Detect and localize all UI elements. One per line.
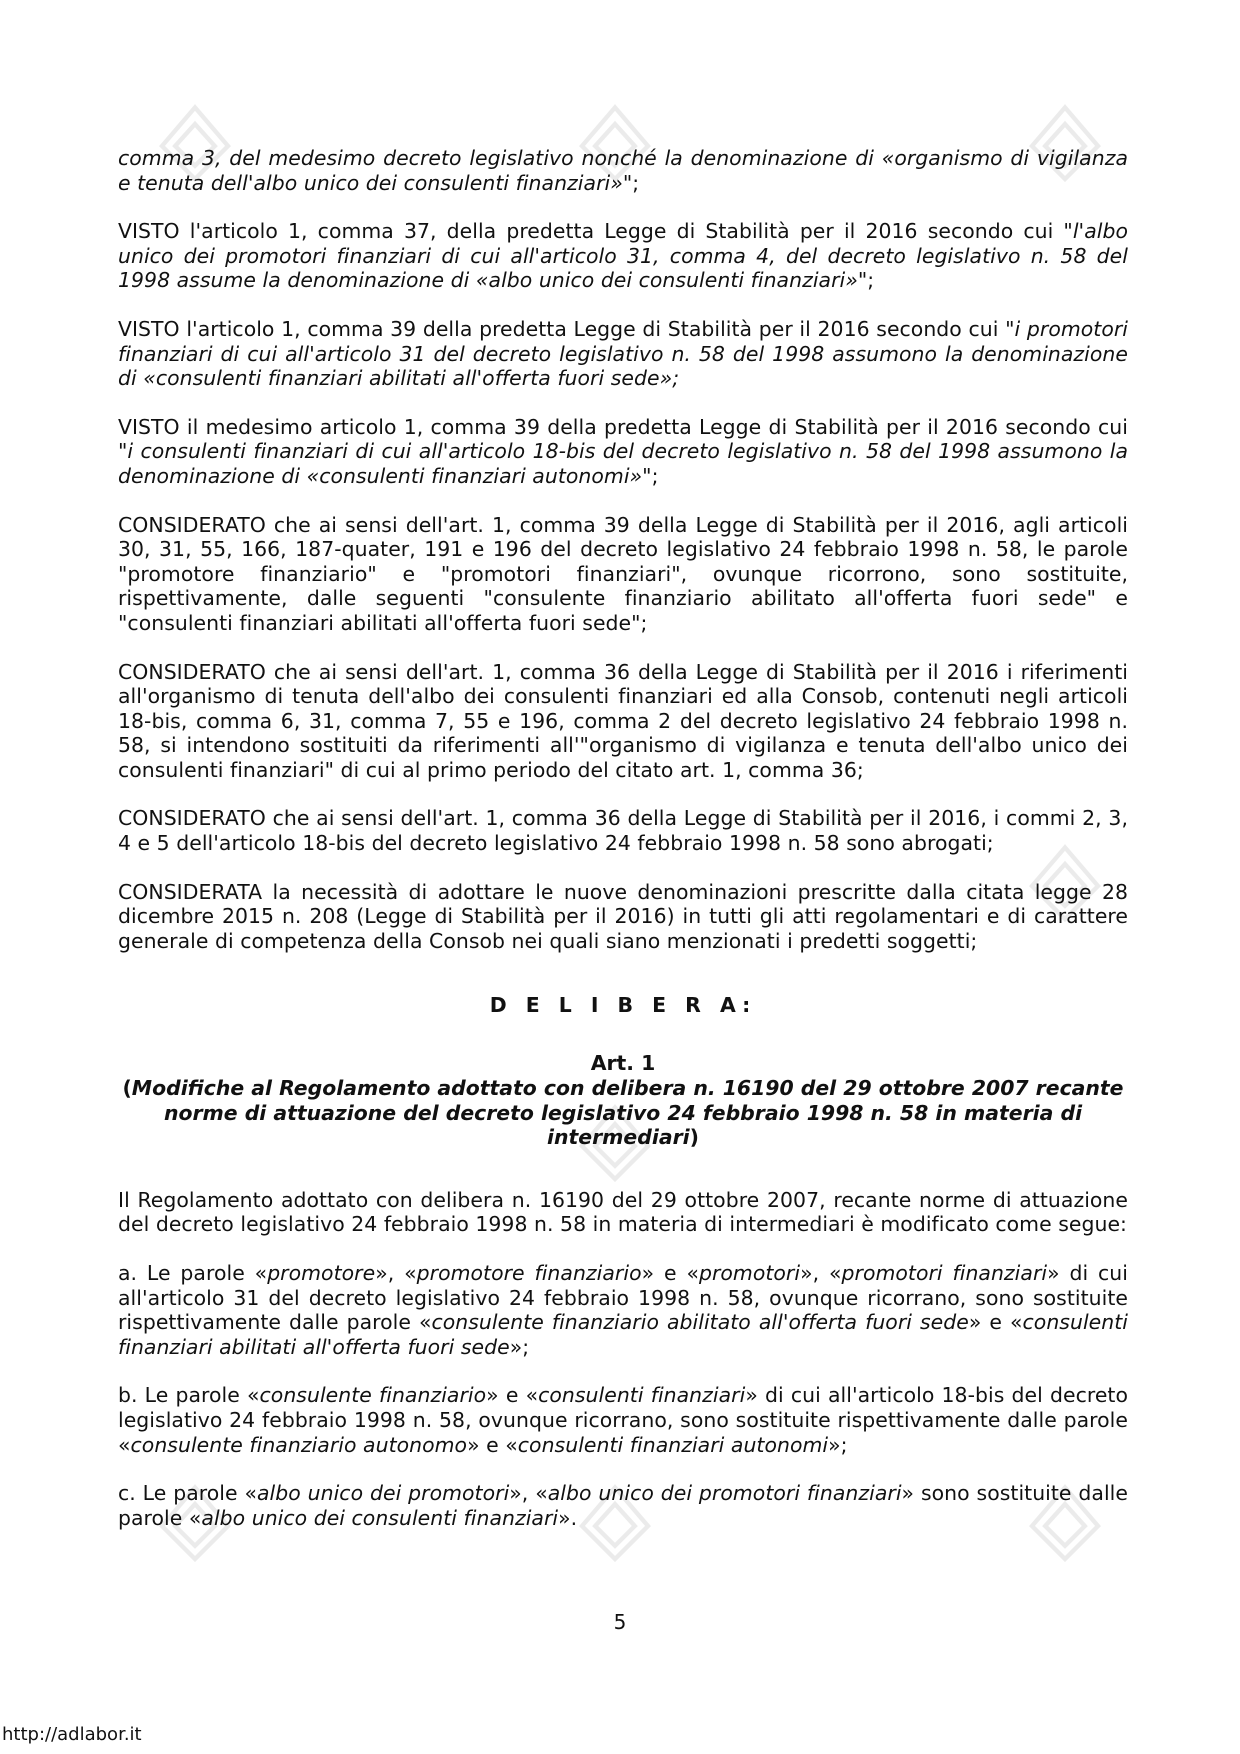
article-body-section xyxy=(118,1188,1128,1531)
paragraph-italic-text: albo unico dei promotori finanziari xyxy=(547,1481,902,1506)
document-page xyxy=(118,146,1128,1554)
paragraph-text: CONSIDERATO che ai sensi dell'art. 1, comma 39 della Legge di Stabilità per il 2016, agli articoli 30, 31, 55, 166, 187-quater, 191 e 196 del decreto legislativo 24 febbraio 1998 n. 58, le parole "promotore finanziario" e "promotori finanziari", ovunque ricorrono, sono sostituite, rispettivamente, dalle seguenti "consulente finanziario abilitato all'offerta fuori sede" e "consulenti finanziari abilitati all'offerta fuori sede"; xyxy=(118,512,1128,635)
article-subtitle-text: Modifiche al Regolamento adottato con delibera n. 16190 del 29 ottobre 2007 recante norme di attuazione del decreto legislativo 24 febbraio 1998 n. 58 in materia di intermediari xyxy=(131,1076,1124,1150)
paragraph-text: CONSIDERATA la necessità di adottare le nuove denominazioni prescritte dalla citata legge 28 dicembre 2015 n. 208 (Legge di Stabilità per il 2016) in tutti gli atti regolamentari e di carattere generale di competenza della Consob nei quali siano menzionati i predetti soggetti; xyxy=(118,879,1128,953)
paragraph-italic-text: i promotori finanziari di cui all'articolo 31 del decreto legislativo n. 58 del 1998 assumono la denominazione di «consulenti finanziari abilitati all'offerta fuori sede»; xyxy=(118,316,1128,391)
paragraph xyxy=(118,1261,1128,1359)
page-number: 5 xyxy=(613,1610,627,1634)
paragraph-text: », « xyxy=(375,1261,417,1285)
paragraph-text: » di cui all'articolo 18-bis del decreto legislativo 24 febbraio 1998 n. 58, ovunque ricorrano, sono sostituite rispettivamente dalle parole « xyxy=(118,1383,1128,1457)
paragraph-text: » e « xyxy=(968,1310,1023,1335)
paragraph-text: » sono sostituite dalle parole « xyxy=(118,1481,1128,1530)
paragraph-italic-text: l'albo unico dei promotori finanziari di cui all'articolo 31, comma 4, del decreto legislativo n. 58 del 1998 assume la denominazione di «albo unico dei consulenti finanziari» xyxy=(118,219,1128,293)
footer-url: http://adlabor.it xyxy=(2,1724,142,1745)
paragraph xyxy=(118,660,1128,783)
paragraph-italic-text: promotore xyxy=(267,1261,376,1285)
paragraph-text: » e « xyxy=(467,1432,518,1457)
paragraph-text: a. Le parole « xyxy=(118,1261,268,1285)
paragraph xyxy=(118,146,1128,195)
paragraph-italic-text: consulenti finanziari xyxy=(538,1383,746,1408)
paragraph-text: "; xyxy=(857,268,875,293)
article-subtitle-open-paren: ( xyxy=(122,1076,132,1101)
paragraph-text: » e « xyxy=(641,1261,699,1285)
preamble-section xyxy=(118,146,1128,953)
paragraph-text: "; xyxy=(642,463,659,488)
article-subtitle xyxy=(118,1076,1128,1150)
paragraph-text: », « xyxy=(509,1481,548,1506)
paragraph-text: ». xyxy=(558,1505,578,1530)
paragraph-text: VISTO l'articolo 1, comma 39 della predetta Legge di Stabilità per il 2016 secondo cui " xyxy=(118,316,1015,341)
paragraph-italic-text: promotore finanziario xyxy=(416,1261,642,1285)
paragraph-text: »; xyxy=(509,1334,530,1359)
article-title: Art. 1 xyxy=(590,1051,656,1076)
paragraph-text: "; xyxy=(622,170,640,195)
paragraph-italic-text: comma 3, del medesimo decreto legislativo nonché la denominazione di «organismo di vigilanza e tenuta dell'albo unico dei consulenti finanziari» xyxy=(118,146,1128,195)
paragraph-text: b. Le parole « xyxy=(118,1383,260,1408)
paragraph-italic-text: promotori finanziari xyxy=(841,1261,1048,1285)
paragraph-text: VISTO il medesimo articolo 1, comma 39 della predetta Legge di Stabilità per il 2016 secondo cui xyxy=(118,414,1128,439)
paragraph-italic-text: consulente finanziario abilitato all'offerta fuori sede xyxy=(431,1310,969,1335)
delibera-heading: D E L I B E R A: xyxy=(489,993,757,1018)
paragraph-italic-text: albo unico dei promotori xyxy=(256,1481,510,1506)
paragraph-italic-text: consulenti finanziari autonomi xyxy=(517,1432,829,1457)
paragraph xyxy=(118,1481,1128,1530)
paragraph xyxy=(118,1188,1128,1237)
article-subtitle-close-paren: ) xyxy=(689,1125,699,1150)
paragraph-text: CONSIDERATO che ai sensi dell'art. 1, comma 36 della Legge di Stabilità per il 2016, i commi 2, 3, 4 e 5 dell'articolo 18-bis del decreto legislativo 24 febbraio 1998 n. 58 sono abrogati; xyxy=(118,806,1128,856)
paragraph xyxy=(118,219,1128,293)
paragraph-italic-text: consulente finanziario autonomo xyxy=(130,1432,468,1457)
paragraph xyxy=(118,513,1128,636)
paragraph-italic-text: albo unico dei consulenti finanziari xyxy=(201,1505,559,1530)
paragraph-italic-text: consulenti finanziari abilitati all'offerta fuori sede xyxy=(118,1310,1128,1359)
paragraph-text: c. Le parole « xyxy=(118,1481,257,1506)
paragraph xyxy=(118,1383,1128,1457)
paragraph-text: » e « xyxy=(486,1383,539,1408)
paragraph-italic-text: "i consulenti finanziari di cui all'articolo 18-bis del decreto legislativo n. 58 del 1998 assumono la denominazione di «consulenti finanziari autonomi» xyxy=(118,439,1128,488)
paragraph-text: CONSIDERATO che ai sensi dell'art. 1, comma 36 della Legge di Stabilità per il 2016 i riferimenti all'organismo di tenuta dell'albo dei consulenti finanziari ed alla Consob, contenuti negli articoli 18-bis, comma 6, 31, comma 7, 55 e 196, comma 2 del decreto legislativo 24 febbraio 1998 n. 58, si intendono sostituiti da riferimenti all'"organismo di vigilanza e tenuta dell'albo unico dei consulenti finanziari" di cui al primo periodo del citato art. 1, comma 36; xyxy=(118,659,1128,782)
paragraph xyxy=(118,415,1128,489)
paragraph-text: »; xyxy=(828,1432,848,1457)
paragraph-text: Il Regolamento adottato con delibera n. 16190 del 29 ottobre 2007, recante norme di attuazione del decreto legislativo 24 febbraio 1998 n. 58 in materia di intermediari è modificato come segue: xyxy=(118,1187,1128,1237)
paragraph-italic-text: consulente finanziario xyxy=(259,1383,487,1408)
paragraph xyxy=(118,317,1128,391)
paragraph-text: VISTO l'articolo 1, comma 37, della predetta Legge di Stabilità per il 2016 secondo cui " xyxy=(118,219,1073,244)
paragraph-italic-text: promotori xyxy=(698,1261,801,1285)
paragraph-text: » di cui all'articolo 31 del decreto legislativo 24 febbraio 1998 n. 58, ovunque ricorrano, sono sostituite rispettivamente dalle parole « xyxy=(118,1261,1128,1335)
paragraph xyxy=(118,806,1128,855)
paragraph xyxy=(118,880,1128,954)
paragraph-text: », « xyxy=(800,1261,842,1285)
